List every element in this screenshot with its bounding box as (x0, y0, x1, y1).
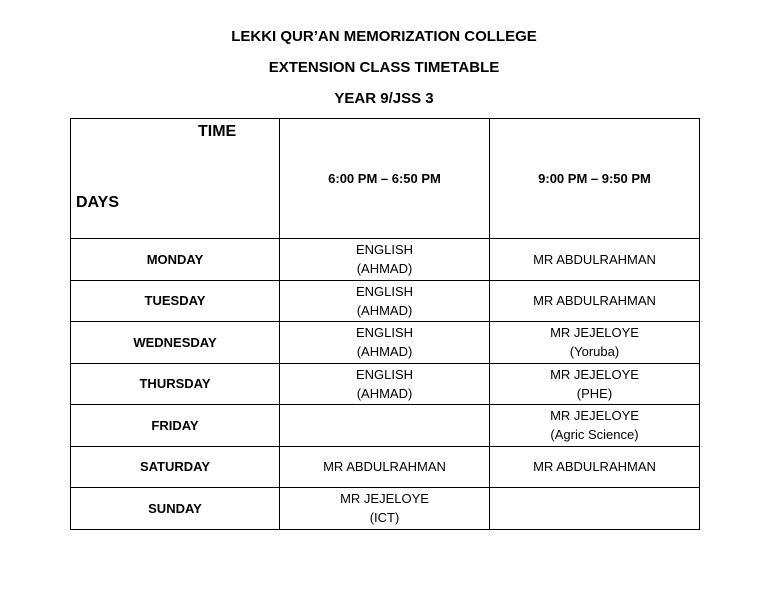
slot1-cell (280, 446, 490, 488)
class-label: YEAR 9/JSS 3 (334, 90, 434, 107)
day-cell: THURSDAY (71, 363, 280, 405)
slot-text: ENGLISH (355, 325, 414, 341)
slot2-cell (490, 446, 700, 488)
slot-text: MR JEJELOYE (340, 491, 429, 507)
table-row (71, 405, 700, 447)
slot-text: (AHMAD) (356, 344, 413, 360)
slot2-cell (490, 488, 700, 530)
day-cell: SATURDAY (71, 446, 280, 488)
corner-time-label: TIME (198, 123, 237, 140)
corner-cell (71, 119, 280, 239)
slot-text: (AHMAD) (356, 302, 413, 318)
document-title: EXTENSION CLASS TIMETABLE (268, 59, 500, 76)
day-cell: WEDNESDAY (71, 322, 280, 364)
slot1-cell (280, 405, 490, 447)
table-row (71, 363, 700, 405)
slot1-cell (280, 239, 490, 281)
slot1-cell (280, 280, 490, 322)
slot-text: (PHE) (576, 385, 613, 401)
slot-header-2: 9:00 PM – 9:50 PM (490, 119, 700, 239)
table-row (71, 446, 700, 488)
slot2-cell (490, 322, 700, 364)
slot-text: (AHMAD) (356, 261, 413, 277)
slot-text: ENGLISH (355, 366, 414, 382)
slot1-cell (280, 322, 490, 364)
slot-text: MR ABDULRAHMAN (533, 459, 656, 475)
slot-text: MR JEJELOYE (550, 325, 639, 341)
timetable (70, 118, 700, 530)
slot1-cell (280, 363, 490, 405)
day-cell: FRIDAY (71, 405, 280, 447)
slot-text: MR ABDULRAHMAN (533, 251, 656, 267)
table-row (71, 239, 700, 281)
corner-days-label: DAYS (76, 194, 119, 211)
slot1-cell (280, 488, 490, 530)
table-header-row (71, 119, 700, 239)
slot-text: MR ABDULRAHMAN (533, 293, 656, 309)
slot-text: ENGLISH (355, 242, 414, 258)
table-row (71, 322, 700, 364)
table-row (71, 488, 700, 530)
slot-text: (Yoruba) (569, 344, 620, 360)
slot2-cell (490, 239, 700, 281)
slot2-cell (490, 363, 700, 405)
slot-text: MR JEJELOYE (550, 408, 639, 424)
day-cell: MONDAY (71, 239, 280, 281)
table-row (71, 280, 700, 322)
slot-text: (AHMAD) (356, 385, 413, 401)
slot-text: MR ABDULRAHMAN (323, 459, 446, 475)
school-name: LEKKI QUR’AN MEMORIZATION COLLEGE (231, 28, 537, 45)
slot-header-1: 6:00 PM – 6:50 PM (280, 119, 490, 239)
slot-text: (ICT) (369, 510, 400, 526)
day-cell: TUESDAY (71, 280, 280, 322)
slot-text: MR JEJELOYE (550, 366, 639, 382)
slot-text: (Agric Science) (550, 427, 639, 443)
slot2-cell (490, 280, 700, 322)
slot-text: ENGLISH (355, 283, 414, 299)
slot2-cell (490, 405, 700, 447)
day-cell: SUNDAY (71, 488, 280, 530)
